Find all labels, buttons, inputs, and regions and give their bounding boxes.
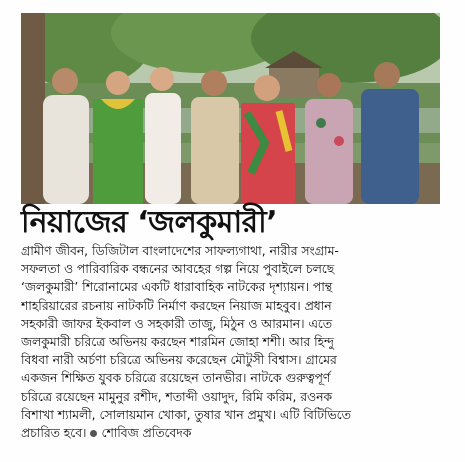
body-line: জলকুমারী চরিত্রে অভিনয় করছেন শারমিন জোহা শশী। আর হিন্দু <box>21 335 334 350</box>
body-line: গ্রামীণ জীবন, ডিজিটাল বাংলাদেশের সাফল্যগাথা, নারীর সংগ্রাম- <box>21 244 339 258</box>
body-last-line <box>21 424 446 442</box>
headline: নিয়াজের ‘জলকুমারী’ <box>21 205 278 240</box>
body-line: একজন শিক্ষিত যুবক চরিত্রে রয়েছেন তানভীর। নাটকে গুরুত্বপূর্ণ <box>21 371 331 386</box>
body-closing-text: প্রচারিত হবে। <box>21 426 87 441</box>
bullet-icon <box>90 430 97 437</box>
body-line: সহকারী জাফর ইকবাল ও সহকারী তাজু, মিঠুন ও আরমান। এতে <box>21 316 332 331</box>
body-line: শাহরিয়ারের রচনায় নাটকটি নির্মাণ করছেন নিয়াজ মাহবুব। প্রধান <box>21 298 332 313</box>
body-line: বিশাখা শ্যামলী, সোলায়মান খোকা, তুষার খান প্রমুখ। এটি বিটিভিতে <box>21 407 351 422</box>
cast-photo-illustration <box>21 13 440 204</box>
body-line: চরিত্রে রয়েছেন মামুনুর রশীদ, শতাব্দী ওয়াদুদ, রিমি করিম, রওনক <box>21 389 333 404</box>
cast-group-photo <box>21 13 440 204</box>
byline: শোবিজ প্রতিবেদক <box>101 426 192 441</box>
body-line: ‘জলকুমারী’ শিরোনামের একটি ধারাবাহিক নাটকের দৃশ্যায়ন। পান্থ <box>21 280 333 295</box>
body-line: সফলতা ও পারিবারিক বন্ধনের আবহের গল্প নিয়ে পুবাইলে চলছে <box>21 262 335 277</box>
article-body <box>21 242 446 442</box>
body-line: বিধবা নারী অর্চণা চরিত্রে অভিনয় করেছেন মৌটুসী বিশ্বাস। গ্রামের <box>21 353 337 368</box>
